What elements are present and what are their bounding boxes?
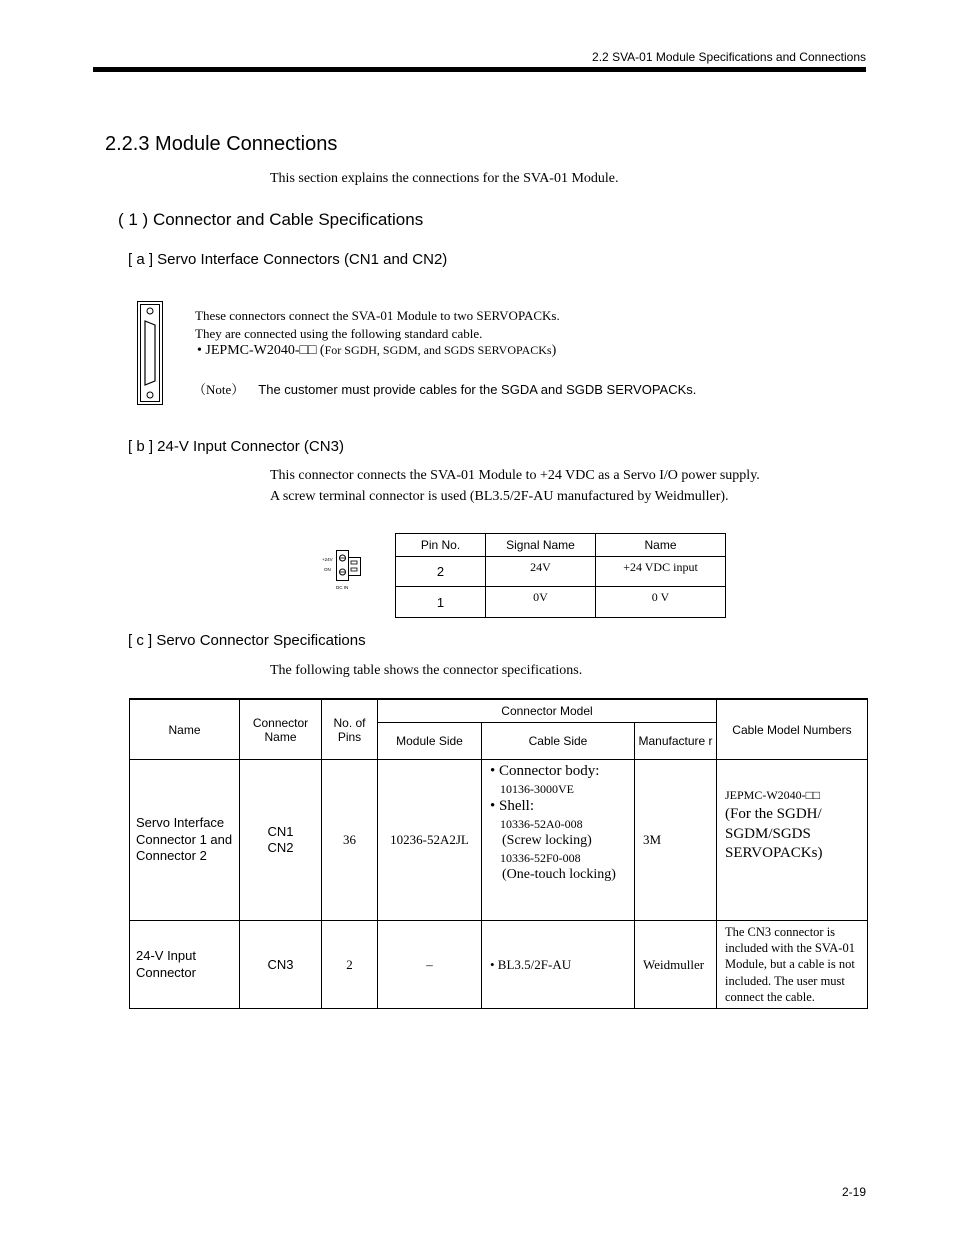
header-name: Name [130,699,240,760]
row-module-side: 10236-52A2JL [378,760,482,921]
spec-table-row [130,760,868,921]
row-name: 24-V Input Connector [130,921,240,1009]
row-manufacturer: 3M [635,760,717,921]
row-cable-side: • BL3.5/2F-AU [482,921,635,1009]
pin-table [395,533,726,618]
cn3-connector-icon [321,549,363,593]
header-pins: No. of Pins [322,699,378,760]
row-manufacturer: Weidmuller [635,921,717,1009]
spec-intro: The following table shows the connector specifications. [270,663,583,678]
note-label: （Note） [193,382,245,397]
row-connector-name [240,760,322,921]
pin-name: +24 VDC input [596,557,726,587]
pin-table-row [396,557,726,587]
cable-model-note: (For the SGDH/ SGDM/SGDS SERVOPACKs) [725,806,823,861]
cn1-description-line-2: They are connected using the following standard cable. [195,326,483,341]
connector-spec-table [129,698,868,1009]
connector-name-cn1: CN1 [267,823,294,839]
header-cable-side: Cable Side [482,723,635,760]
connector-body-label: • Connector body: [490,763,600,779]
section-intro: This section explains the connections for the SVA-01 Module. [270,171,619,186]
subsubsection-b-title: [ b ] 24-V Input Connector (CN3) [128,438,344,455]
subsubsection-c-title: [ c ] Servo Connector Specifications [128,632,366,649]
shell-value-2: 10336-52F0-008 [500,851,581,865]
header-manufacturer: Manufacture r [635,723,717,760]
running-header: 2.2 SVA-01 Module Specifications and Connections [592,50,866,64]
cn3-icon-label-bottom: DC IN [336,585,349,590]
cn3-icon-label-mid: ON [324,567,331,572]
row-cable-side [482,760,635,921]
row-pins: 2 [322,921,378,1009]
note-text: The customer must provide cables for the SGDA and SGDB SERVOPACKs. [258,382,697,397]
signal-name: 0V [486,587,596,618]
row-cable-models [717,760,868,921]
pin-table-row [396,587,726,618]
cn3-description-line-2: A screw terminal connector is used (BL3.5/2F-AU manufactured by Weidmuller). [270,489,729,504]
row-pins: 36 [322,760,378,921]
header-connector-name: Connector Name [240,699,322,760]
subsection-title: ( 1 ) Connector and Cable Specifications [118,210,424,229]
pin-name: 0 V [596,587,726,618]
cn1-description-line-1: These connectors connect the SVA-01 Module to two SERVOPACKs. [195,308,560,323]
cn3-icon-label-top: +24V [322,557,333,562]
pin-table-header: Name [596,534,726,557]
pin-table-header-row [396,534,726,557]
shell-value-1: 10336-52A0-008 [500,817,583,831]
header-connector-model: Connector Model [378,699,717,723]
cn1-note [193,379,696,398]
row-connector-name: CN3 [240,921,322,1009]
cable-model-compat: For SGDH, SGDM, and SGDS SERVOPACKs [324,343,552,357]
shell-note-1: (Screw locking) [502,833,592,848]
spec-header-row [130,699,868,723]
row-module-side: – [378,921,482,1009]
header-rule [93,67,866,72]
subsubsection-a-title: [ a ] Servo Interface Connectors (CN1 and CN2) [128,251,448,268]
connector-name-cn2: CN2 [267,840,294,855]
cable-model-close: ) [551,343,557,358]
cn3-description-line-1: This connector connects the SVA-01 Module to +24 VDC as a Servo I/O power supply. [270,468,760,483]
pin-number: 1 [396,587,486,618]
row-name: Servo Interface Connector 1 and Connector 2 [130,760,240,921]
shell-label: • Shell: [490,798,535,814]
cable-model-number: JEPMC-W2040-□□ [725,788,821,802]
pin-table-header: Pin No. [396,534,486,557]
pin-table-header: Signal Name [486,534,596,557]
signal-name: 24V [486,557,596,587]
cable-model-text: • JEPMC-W2040-□□ ( [197,343,325,358]
row-cable-models: The CN3 connector is included with the SVA-01 Module, but a cable is not included. The user must connect the cable. [717,921,868,1009]
cn1-cable-bullet [197,343,556,359]
cn1-connector-icon [137,301,163,405]
header-cable-models: Cable Model Numbers [717,699,868,760]
section-title: 2.2.3 Module Connections [105,133,338,155]
shell-note-2: (One-touch locking) [502,867,616,882]
pin-number: 2 [396,557,486,587]
page-number: 2-19 [841,1185,866,1199]
header-module-side: Module Side [378,723,482,760]
connector-body-value: 10136-3000VE [500,782,574,796]
spec-table-row [130,921,868,1009]
